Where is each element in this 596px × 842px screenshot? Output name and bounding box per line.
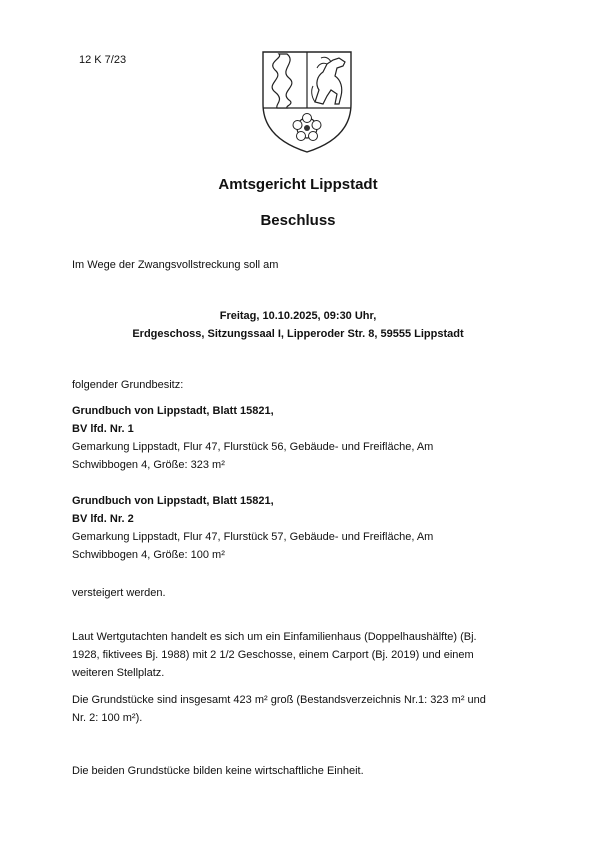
property-2-number: BV lfd. Nr. 2 [72,513,134,525]
property-1-register: Grundbuch von Lippstadt, Blatt 15821, [72,405,274,417]
file-number: 12 K 7/23 [79,54,127,66]
valuation-line2: 1928, fiktivees Bj. 1988) mit 2 1/2 Geschosse, einem Carport (Bj. 2019) und einem [72,649,474,661]
property-1-number: BV lfd. Nr. 1 [72,423,134,435]
appointment-date: Freitag, 10.10.2025, 09:30 Uhr, [219,310,377,322]
property-2-register: Grundbuch von Lippstadt, Blatt 15821, [72,495,274,507]
court-name: Amtsgericht Lippstadt [218,176,378,193]
appointment-location: Erdgeschoss, Sitzungssaal I, Lipperoder Str. 8, 59555 Lippstadt [132,328,464,340]
unit-statement: Die beiden Grundstücke bilden keine wirtschaftliche Einheit. [72,765,364,777]
property-2-description-line1: Gemarkung Lippstadt, Flur 47, Flurstück 57, Gebäude- und Freifläche, Am [72,531,434,543]
valuation-line1: Laut Wertgutachten handelt es sich um ein Einfamilienhaus (Doppelhaushälfte) (Bj. [72,631,477,643]
property-2-description-line2: Schwibbogen 4, Größe: 100 m² [72,549,225,561]
property-1-description-line1: Gemarkung Lippstadt, Flur 47, Flurstück 56, Gebäude- und Freifläche, Am [72,441,434,453]
property-intro: folgender Grundbesitz: [72,379,184,391]
coat-of-arms-icon [257,46,357,156]
document-title: Beschluss [260,212,336,229]
valuation-line3: weiteren Stellplatz. [72,667,165,679]
size-line1: Die Grundstücke sind insgesamt 423 m² groß (Bestandsverzeichnis Nr.1: 323 m² und [72,694,486,706]
property-1-description-line2: Schwibbogen 4, Größe: 323 m² [72,459,225,471]
size-line2: Nr. 2: 100 m²). [72,712,143,724]
intro-text: Im Wege der Zwangsvollstreckung soll am [72,259,279,271]
auction-statement: versteigert werden. [72,587,166,599]
